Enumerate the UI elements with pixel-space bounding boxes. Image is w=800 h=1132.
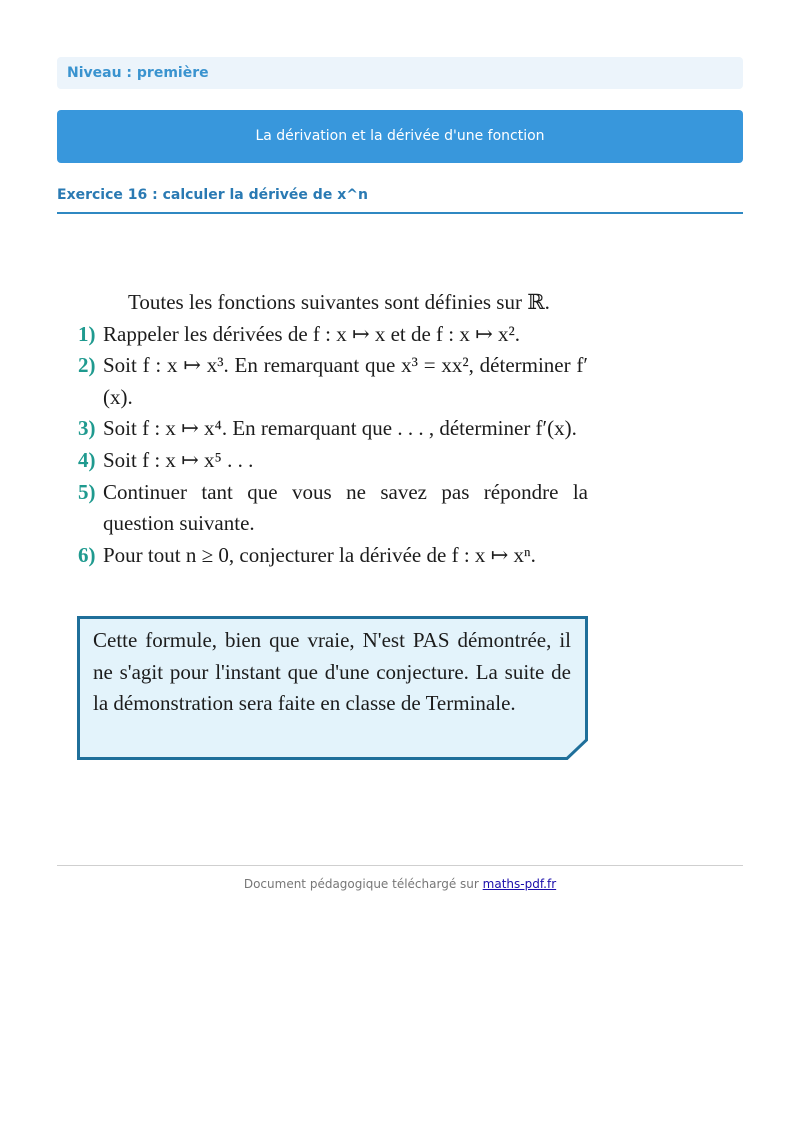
question-number: 2) [78, 353, 96, 378]
footer-divider [57, 865, 743, 866]
question-number: 1) [78, 321, 96, 346]
question-number: 6) [78, 542, 96, 567]
question-text: Rappeler les dérivées de f : x ↦ x et de f : x ↦ x². [103, 321, 521, 346]
question-item [78, 350, 588, 413]
exercise-title: Exercice 16 : calculer la dérivée de x^n [57, 185, 743, 214]
exercise-intro: Toutes les fonctions suivantes sont définies sur ℝ. [128, 290, 550, 314]
question-item [78, 445, 588, 477]
footer [57, 877, 743, 891]
exercise-content [78, 287, 588, 571]
footer-link[interactable]: maths-pdf.fr [482, 877, 557, 891]
question-number: 3) [78, 416, 96, 441]
question-text: Soit f : x ↦ x³. En remarquant que x³ = xx², déterminer f′(x). [103, 353, 588, 409]
footer-text: Document pédagogique téléchargé sur [243, 877, 479, 891]
question-item [78, 413, 588, 445]
note-box [77, 616, 588, 760]
question-item [78, 540, 588, 572]
note-text: Cette formule, bien que vraie, N'est PAS démontrée, il ne s'agit pour l'instant que d'une conjecture. La suite de la démonstration sera faite en classe de Terminale. [93, 628, 571, 716]
question-item [78, 477, 588, 540]
question-item [78, 319, 588, 351]
question-number: 4) [78, 447, 96, 472]
question-number: 5) [78, 479, 96, 504]
chapter-banner: La dérivation et la dérivée d'une fonction [57, 110, 743, 163]
question-list [78, 319, 588, 572]
question-text: Continuer tant que vous ne savez pas répondre la question suivante. [103, 479, 588, 536]
level-label: Niveau : première [57, 57, 743, 89]
question-text: Soit f : x ↦ x⁵ . . . [103, 447, 254, 472]
question-text: Soit f : x ↦ x⁴. En remarquant que . . . , déterminer f′(x). [103, 416, 577, 441]
question-text: Pour tout n ≥ 0, conjecturer la dérivée de f : x ↦ xⁿ. [103, 542, 536, 567]
